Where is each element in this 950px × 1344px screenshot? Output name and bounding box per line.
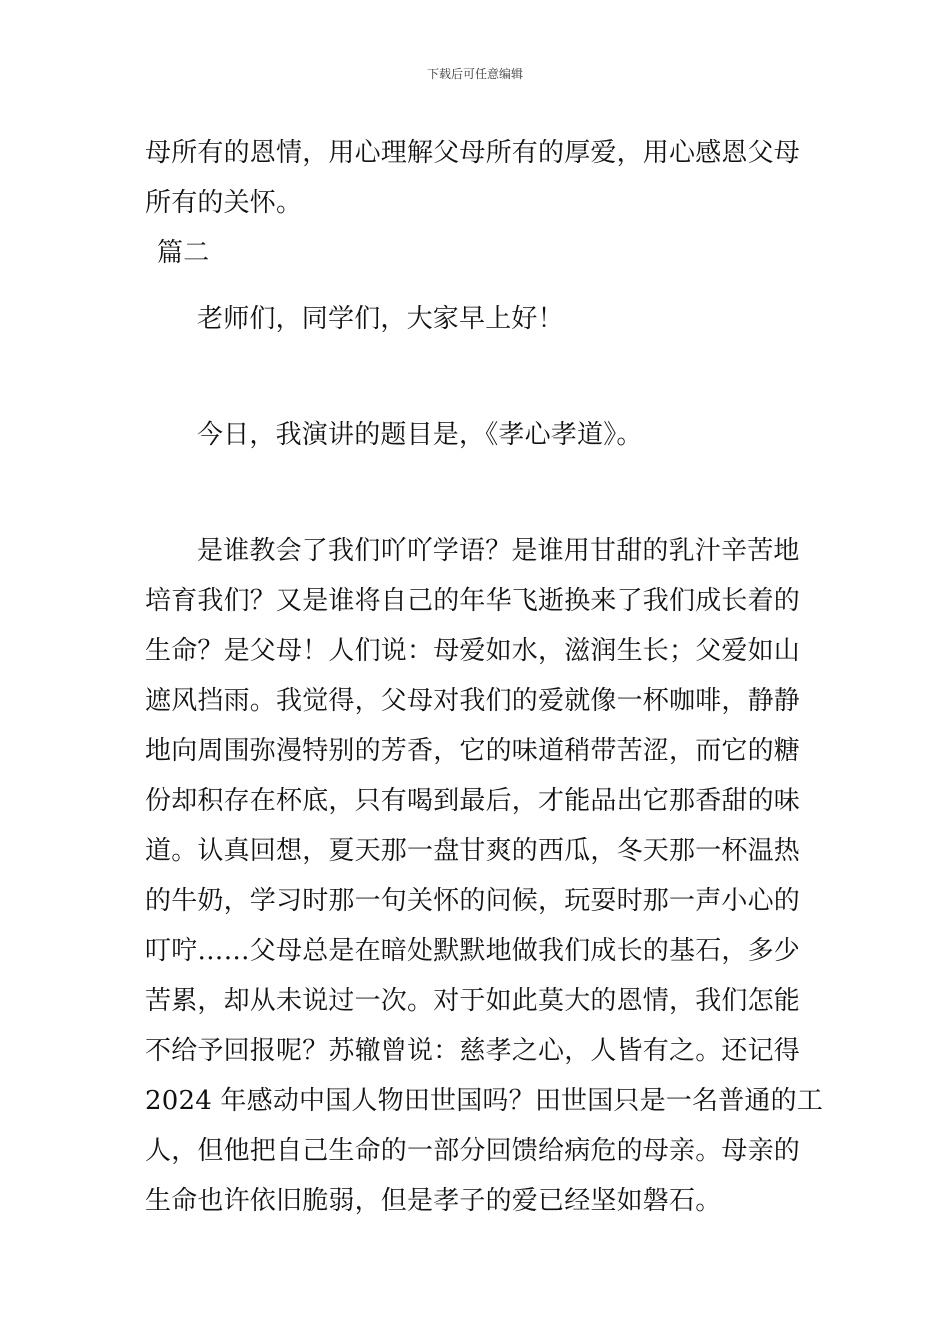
text-line: 所有的关怀。: [145, 188, 303, 218]
text-line: 的牛奶，学习时那一句关怀的问候，玩耍时那一声小心的: [145, 886, 801, 916]
text-line: 地向周围弥漫特别的芳香，它的味道稍带苦涩，而它的糖: [145, 736, 801, 766]
text-line: 母所有的恩情，用心理解父母所有的厚爱，用心感恩父母: [145, 138, 801, 168]
page-header: 下载后可任意编辑: [426, 67, 523, 81]
text-line: 道。认真回想，夏天那一盘甘爽的西瓜，冬天那一杯温热: [145, 836, 801, 866]
text-line: 培育我们？又是谁将自己的年华飞逝换来了我们成长着的: [145, 586, 801, 616]
text-line: 生命也许依旧脆弱，但是孝子的爱已经坚如磐石。: [145, 1186, 722, 1216]
topic-line: 今日，我演讲的题目是，《孝心孝道》。: [197, 420, 643, 450]
text-line: 份却积存在杯底，只有喝到最后，才能品出它那香甜的味: [145, 786, 801, 816]
greeting-line: 老师们，同学们，大家早上好！: [197, 304, 564, 334]
text-line: 苦累，却从未说过一次。对于如此莫大的恩情，我们怎能: [145, 986, 801, 1016]
paragraph-main: [145, 526, 824, 1226]
section-heading: 篇二: [157, 238, 210, 268]
text-line: 是谁教会了我们吖吖学语？是谁用甘甜的乳汁辛苦地: [197, 536, 800, 566]
text-line: 遮风挡雨。我觉得，父母对我们的爱就像一杯咖啡，静静: [145, 686, 801, 716]
text-line: 叮咛……父母总是在暗处默默地做我们成长的基石，多少: [145, 936, 801, 966]
text-line: 2024 年感动中国人物田世国吗？田世国只是一名普通的工: [145, 1086, 824, 1116]
text-line: 不给予回报呢？苏辙曾说：慈孝之心，人皆有之。还记得: [145, 1036, 801, 1066]
text-line: 生命？是父母！人们说：母爱如水，滋润生长；父爱如山: [145, 636, 801, 666]
text-line: 人，但他把自己生命的一部分回馈给病危的母亲。母亲的: [145, 1136, 801, 1166]
paragraph-continuation: [145, 128, 810, 228]
document-body: [145, 128, 824, 1226]
